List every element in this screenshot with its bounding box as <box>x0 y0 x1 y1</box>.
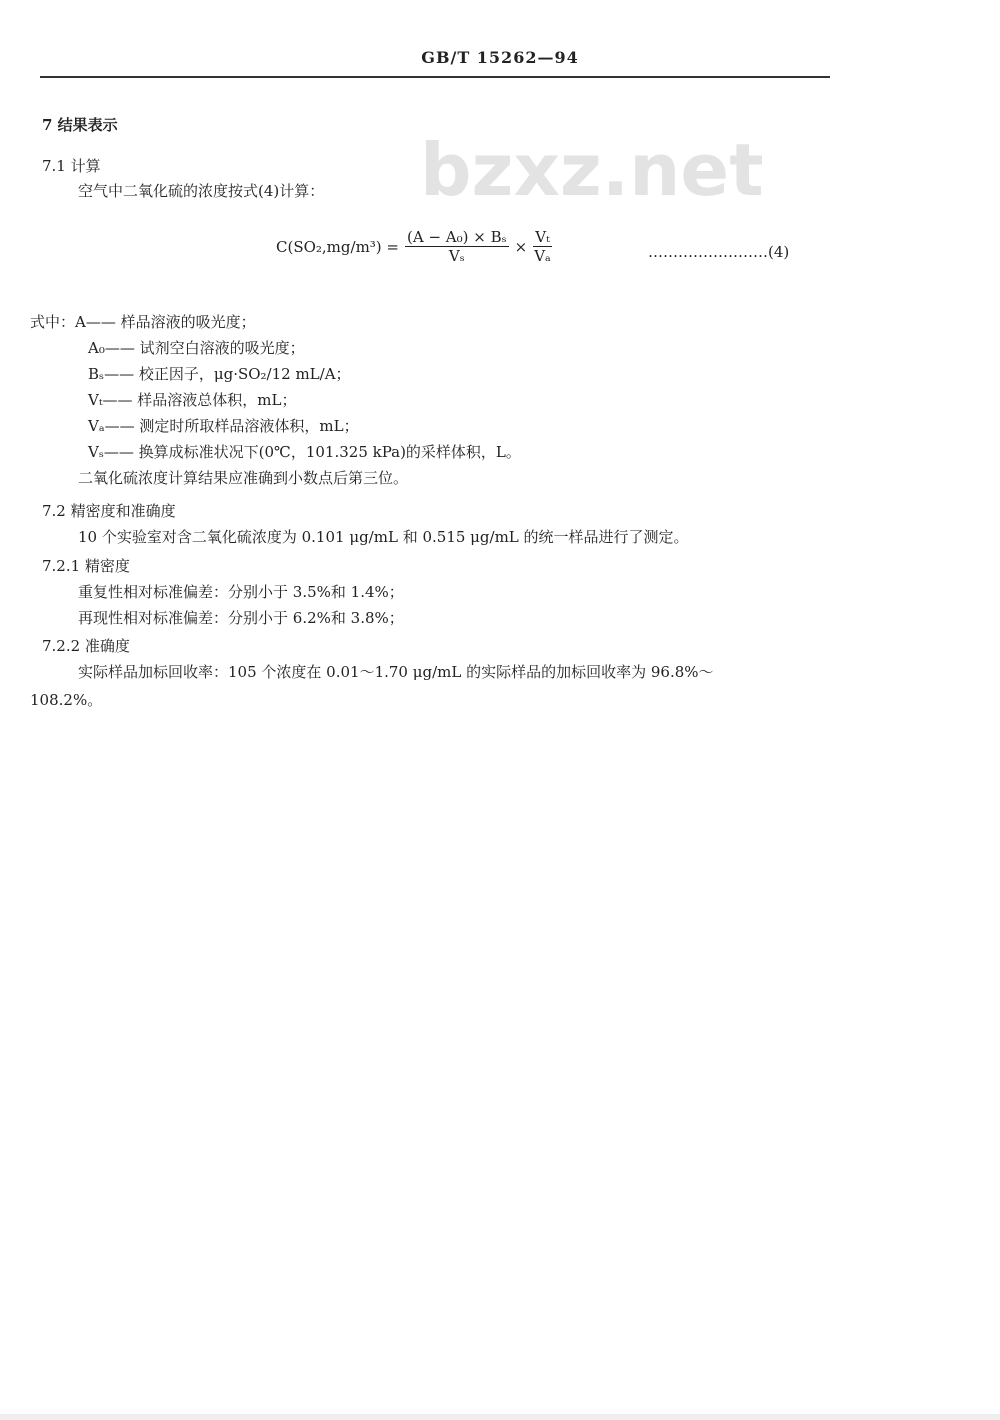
accuracy-text: 实际样品加标回收率：105 个浓度在 0.01～1.70 μg/mL 的实际样品的加标回收率为 96.8%～ <box>78 663 714 681</box>
where-item: Bₛ—— 校正因子，μg·SO₂/12 mL/A； <box>88 365 351 383</box>
header-rule <box>40 76 830 78</box>
where-item: 式中：A—— 样品溶液的吸光度； <box>30 313 256 331</box>
times-sign: × <box>514 237 528 256</box>
fraction-2 <box>533 228 552 265</box>
denominator-2: Vₐ <box>534 247 551 265</box>
numerator-2: Vₜ <box>535 228 550 246</box>
where-item: A₀—— 试剂空白溶液的吸光度； <box>88 339 305 357</box>
numerator-1: (A − A₀) × Bₛ <box>407 228 507 246</box>
where-item: Vₜ—— 样品溶液总体积，mL； <box>88 391 297 409</box>
accuracy-text-cont: 108.2%。 <box>30 691 103 709</box>
reproducibility-text: 再现性相对标准偏差：分别小于 6.2%和 3.8%； <box>78 609 404 627</box>
section-7-1-heading: 7.1 计算 <box>42 157 101 175</box>
equation-number: ……………………(4) <box>648 243 790 261</box>
section-7-2-text: 10 个实验室对含二氧化硫浓度为 0.101 μg/mL 和 0.515 μg/mL 的统一样品进行了测定。 <box>78 528 689 546</box>
fraction-1 <box>405 228 509 265</box>
where-item: Vₐ—— 测定时所取样品溶液体积，mL； <box>88 417 359 435</box>
section-7-2-2-heading: 7.2.2 准确度 <box>42 637 130 655</box>
page-bottom-edge <box>0 1414 1000 1420</box>
precision-note: 二氧化硫浓度计算结果应准确到小数点后第三位。 <box>78 469 409 487</box>
formula-lhs: C(SO₂,mg/m³) = <box>276 237 399 256</box>
section-7-1-intro: 空气中二氧化硫的浓度按式(4)计算： <box>78 182 325 200</box>
standard-header: GB/T 15262—94 <box>421 48 579 67</box>
formula-4 <box>276 228 558 265</box>
denominator-1: Vₛ <box>448 247 465 265</box>
section-7-2-1-heading: 7.2.1 精密度 <box>42 557 130 575</box>
watermark: bzxz.net <box>420 128 764 212</box>
section-7-heading: 7 结果表示 <box>42 116 118 134</box>
section-7-2-heading: 7.2 精密度和准确度 <box>42 502 176 520</box>
where-item: Vₛ—— 换算成标准状况下(0℃，101.325 kPa)的采样体积，L。 <box>88 443 521 461</box>
repeatability-text: 重复性相对标准偏差：分别小于 3.5%和 1.4%； <box>78 583 404 601</box>
